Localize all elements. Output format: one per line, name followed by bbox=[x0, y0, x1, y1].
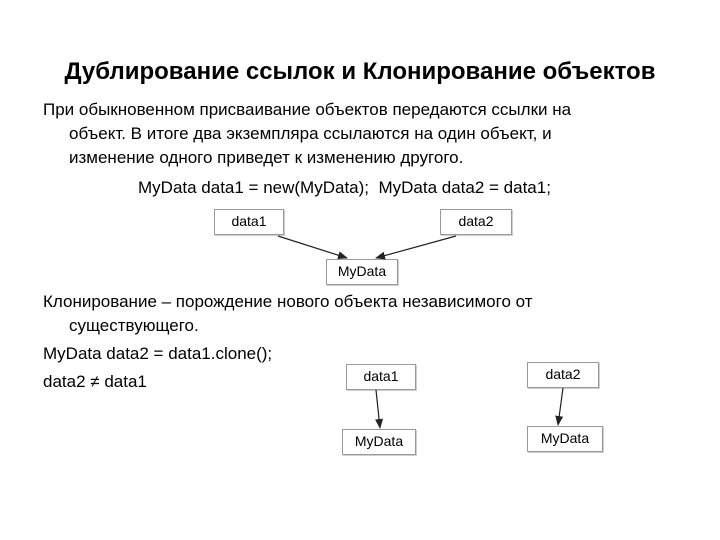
diagram2-box-mydata-left: MyData bbox=[342, 429, 416, 455]
arrow-data1-to-mydata bbox=[278, 236, 347, 258]
diagram1-box-data1: data1 bbox=[214, 209, 284, 235]
paragraph1-line2: объект. В итоге два экземпляра ссылаются на один объект, и bbox=[69, 124, 552, 143]
paragraph1-line3: изменение одного приведет к изменению другого. bbox=[69, 148, 464, 167]
diagram2-box-data1: data1 bbox=[346, 364, 416, 390]
paragraph-reference-assignment bbox=[43, 98, 571, 170]
code-clone-example: MyData data2 = data1.clone(); bbox=[43, 344, 273, 363]
diagram2-box-mydata-right: MyData bbox=[527, 426, 603, 452]
paragraph2-line2: существующего. bbox=[69, 316, 199, 335]
diagram2-box-data2: data2 bbox=[527, 362, 599, 388]
arrow-data2-to-mydata bbox=[376, 236, 456, 258]
paragraph1-line1: При обыкновенном присваивание объектов передаются ссылки на bbox=[43, 100, 572, 119]
paragraph-cloning-definition bbox=[43, 290, 533, 338]
arrow-clone-data1-to-mydata bbox=[376, 390, 380, 428]
code-assignment-example: MyData data1 = new(MyData); MyData data2 = data1; bbox=[138, 178, 551, 197]
slide-title: Дублирование ссылок и Клонирование объектов bbox=[64, 58, 656, 85]
paragraph2-line1: Клонирование – порождение нового объекта независимого от bbox=[43, 292, 533, 311]
diagram1-box-data2: data2 bbox=[440, 209, 512, 235]
code-not-equal: data2 ≠ data1 bbox=[43, 372, 147, 391]
arrow-clone-data2-to-mydata bbox=[558, 388, 563, 425]
diagram1-box-mydata: MyData bbox=[326, 259, 398, 285]
